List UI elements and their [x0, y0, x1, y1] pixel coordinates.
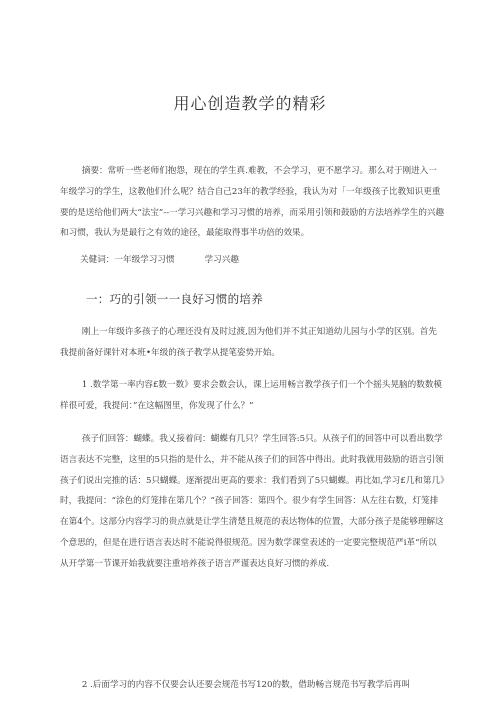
paragraph-1: 刚上一年级许多孩子的心理还没有及时过渡,因为他们并不其正知道幼儿园与小学的区别。首先我提前备好课针对本班•年级的孩子教学从提笔姿势开始。	[60, 327, 437, 358]
keywords-line	[80, 252, 239, 268]
paragraph-2: 1 .数学第一率内容£数一数》要求会数会认，课上运用畅言教学孩子们一个个摇头晃脑的数数模样很可爱，我提问：”在这幅图里，你发现了什么？”	[60, 380, 443, 411]
abstract-paragraph: 摘要：常听一些老师们抱怨，现在的学生真.难教，不会学习，更不愿学习。那么对于刚进入一年级学习的学生，这教他们什么呢？结合自己23年的教学经验，我认为对「一年级孩子比教知识更重要的是送给他们两大“法宝”--一学习兴趣和学习习惯的培养，而采用引领和鼓励的方法培养学生的兴趣和习惯，我认为是最行之有效的途径，最能取得事半功倍的效果。	[60, 166, 445, 239]
keywords-label: 关健词：一年级学习习惯	[80, 255, 175, 265]
keywords-extra: 学习兴趣	[204, 255, 239, 265]
paragraph-3: 孩子们回答：蝴蝶。我乂接着问：蝴蝶有几只？学生回答:5只。从孩子们的回答中可以看出数学语言表达不完整，这里的5只指的是什么，并不能从孩子们的回答中得出。此时我就用鼓励的语言引领孩子们说出完推的话：5只蝴蝶。逐渐提出更高的要求：我们看到了5只蝴蝶。再比如,学习£几和第几》时，我提问：“涂色的灯笼排在第几个？”孩子回答：第四个。很少有学生回答：从左往右数，灯笼排在第4个。这部分内容学习的贵点就是让学生清楚且规范的表达物体的位置，大部分孩子是能够理解这个意思的，但是在进行语言表达时不能说得很规范。因为数学课堂表述的一定要完整规范严i革“所以从开学第一节课开始我就要注重培养孩子语言严谨表达良好习惯的养成.	[60, 434, 445, 569]
section-heading: 一：巧的引领一一良好习惯的培养	[86, 292, 263, 306]
document-title: 用心创造教学的精彩	[173, 94, 327, 113]
paragraph-4: 2 .后面学习的内容不仅要会认还要会规范书写120的数，借助畅言规范书写教学后再叫	[60, 680, 410, 690]
